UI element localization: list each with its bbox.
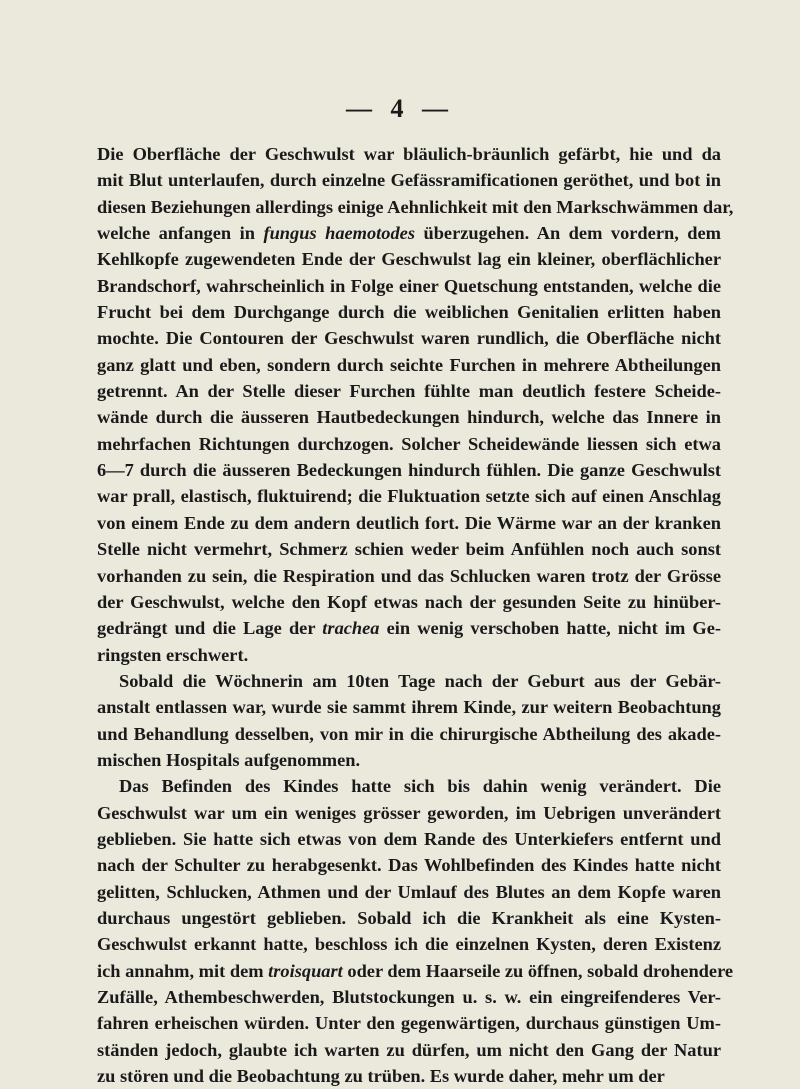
text-line: Zufälle, Athembeschwerden, Blutstockungen u. s. w. ein eingreifenderes Ver- xyxy=(97,987,721,1007)
text-line: nach der Schulter zu herabgesenkt. Das Wohlbefinden des Kindes hatte nicht xyxy=(97,855,721,876)
text-line: gelitten, Schlucken, Athmen und der Umlauf des Blutes an dem Kopfe waren xyxy=(97,881,721,902)
text-line: anstalt entlassen war, wurde sie sammt ihrem Kinde, zur weitern Beobachtung xyxy=(97,697,721,718)
text-line: ich annahm, mit dem troisquart oder dem Haarseile zu öffnen, sobald drohendere xyxy=(97,960,734,981)
text-line: Das Befinden des Kindes hatte sich bis dahin wenig verändert. Die xyxy=(119,776,721,797)
text-line: vorhanden zu sein, die Respiration und das Schlucken waren trotz der Grösse xyxy=(97,565,721,586)
text-line: von einem Ende zu dem andern deutlich fort. Die Wärme war an der kranken xyxy=(97,512,721,533)
text-line: Frucht bei dem Durchgange durch die weiblichen Genitalien erlitten haben xyxy=(97,302,721,323)
text-line: Brandschorf, wahrscheinlich in Folge einer Quetschung entstanden, welche die xyxy=(97,275,721,296)
text-line: getrennt. An der Stelle dieser Furchen fühlte man deutlich festere Scheide- xyxy=(97,381,721,402)
text-line: war prall, elastisch, fluktuirend; die Fluktuation setzte sich auf einen Anschlag xyxy=(97,486,721,507)
text-line: fahren erheischen würden. Unter den gegenwärtigen, durchaus günstigen Um- xyxy=(97,1013,721,1034)
italic-term: trachea xyxy=(322,618,380,639)
text-line: wände durch die äusseren Hautbedeckungen hindurch, welche das Innere in xyxy=(97,407,721,428)
text-line: Geschwulst erkannt hatte, beschloss ich die einzelnen Kysten, deren Existenz xyxy=(97,934,721,955)
text-line: geblieben. Sie hatte sich etwas von dem Rande des Unterkiefers entfernt und xyxy=(97,828,721,849)
text-line: mischen Hospitals aufgenommen. xyxy=(97,749,361,770)
italic-term: fungus haemotodes xyxy=(263,223,415,244)
text-line: mehrfachen Richtungen durchzogen. Solcher Scheidewände liessen sich etwa xyxy=(97,433,721,454)
paragraph-3 xyxy=(97,773,734,1089)
page-number: — 4 — xyxy=(346,94,454,123)
text-line: gedrängt und die Lage der trachea ein wenig verschoben hatte, nicht im Ge- xyxy=(97,618,721,639)
text-line: mochte. Die Contouren der Geschwulst waren rundlich, die Oberfläche nicht xyxy=(97,328,721,349)
text-line: zu stören und die Beobachtung zu trüben. Es wurde daher, mehr um der xyxy=(97,1066,665,1087)
text-line: und Behandlung desselben, von mir in die chirurgische Abtheilung des akade- xyxy=(97,723,721,744)
text-line: ganz glatt und eben, sondern durch seichte Furchen in mehrere Abtheilungen xyxy=(97,354,721,375)
italic-term: troisquart xyxy=(268,960,343,981)
text-line: Die Oberfläche der Geschwulst war bläulich-bräunlich gefärbt, hie und da xyxy=(97,144,721,164)
text-line: mit Blut unterlaufen, durch einzelne Gefässramificationen geröthet, und bot in xyxy=(97,170,721,191)
text-line: Kehlkopfe zugewendeten Ende der Geschwulst lag ein kleiner, oberflächlicher xyxy=(97,249,721,270)
text-line: diesen Beziehungen allerdings einige Aehnlichkeit mit den Markschwämmen dar, xyxy=(97,196,734,217)
paragraph-2 xyxy=(97,668,721,773)
text-line: Geschwulst war um ein weniges grösser geworden, im Uebrigen unverändert xyxy=(97,802,721,823)
text-line: 6—7 durch die äusseren Bedeckungen hindurch fühlen. Die ganze Geschwulst xyxy=(97,460,721,481)
paragraph-1 xyxy=(97,141,734,668)
text-line: Stelle nicht vermehrt, Schmerz schien weder beim Anfühlen noch auch sonst xyxy=(97,539,721,560)
text-line: welche anfangen in fungus haemotodes überzugehen. An dem vordern, dem xyxy=(97,223,721,244)
body-text xyxy=(97,141,734,1089)
text-line: Sobald die Wöchnerin am 10ten Tage nach der Geburt aus der Gebär- xyxy=(119,670,721,691)
text-line: durchaus ungestört geblieben. Sobald ich die Krankheit als eine Kysten- xyxy=(97,907,721,928)
text-line: ringsten erschwert. xyxy=(97,644,249,665)
text-line: ständen jedoch, glaubte ich warten zu dürfen, um nicht den Gang der Natur xyxy=(97,1039,721,1060)
text-line: der Geschwulst, welche den Kopf etwas nach der gesunden Seite zu hinüber- xyxy=(97,591,721,612)
